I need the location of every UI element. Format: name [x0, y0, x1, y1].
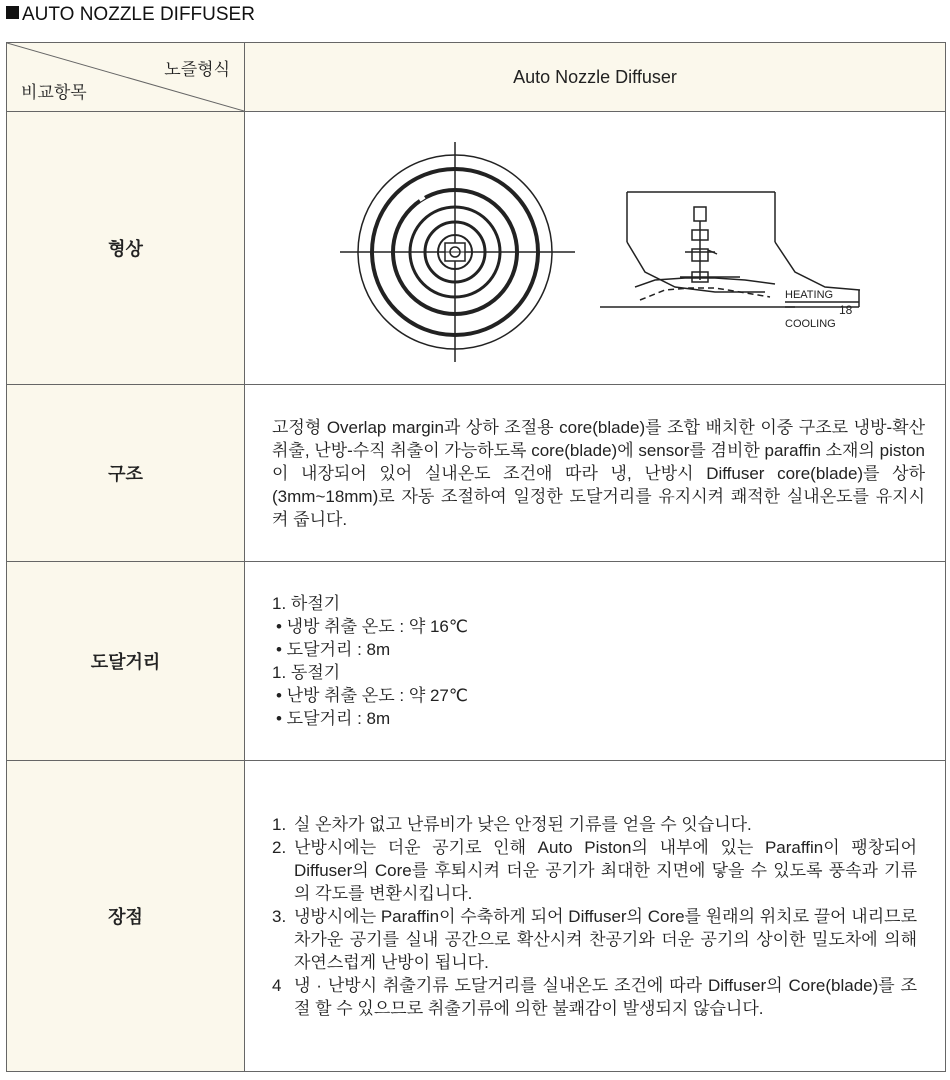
spec-table [6, 42, 946, 1072]
row-label-reach: 도달거리 [7, 562, 245, 761]
header-diagonal-cell [7, 43, 245, 112]
list-item: • 도달거리 : 8m [276, 640, 391, 659]
row-label-structure: 구조 [7, 385, 245, 562]
header-row [7, 43, 946, 112]
list-item: 1. 실 온차가 없고 난류비가 낮은 안정된 기류를 얻을 수 잇습니다. [272, 814, 752, 834]
list-item: • 냉방 취출 온도 : 약 16℃ [276, 617, 468, 636]
list-item: 3. 냉방시에는 Paraffin이 수축하게 되어 Diffuser의 Core를 원래의 위치로 끌어 내리므로 차가운 공기를 실내 공간으로 확산시켜 찬공기와 더운 공기의 상이한 밀도차에 의해 자연스럽게 난방이 됩니다. [272, 906, 917, 972]
list-item: 2. 난방시에는 더운 공기로 인해 Auto Piston의 내부에 있는 Paraffin이 팽창되어 Diffuser의 Core를 후퇴시켜 더운 공기가 최대한 지면에 닿을 수 있도록 풍속과 기류의 각도를 변환시킵니다. [272, 837, 917, 903]
column-title: Auto Nozzle Diffuser [245, 43, 946, 112]
table-row-shape [7, 112, 946, 385]
list-item: 4 냉 · 난방시 취출기류 도달거리를 실내온도 조건에 따라 Diffuser의 Core(blade)를 조절 할 수 있으므로 취출기류에 의한 불쾌감이 발생되지 않습니다. [272, 975, 917, 1018]
list-item: • 난방 취출 온도 : 약 27℃ [276, 686, 468, 705]
reach-list [245, 592, 945, 730]
shape-diagram-cell [245, 112, 946, 385]
advantages-list [245, 813, 945, 1020]
list-item: 1. 동절기 [272, 663, 341, 682]
cooling-label: COOLING [785, 318, 836, 330]
list-item: 1. 하절기 [272, 594, 341, 613]
square-bullet-icon [6, 6, 19, 19]
list-item: • 도달거리 : 8m [276, 709, 391, 728]
row-label-advantages: 장점 [7, 761, 245, 1072]
table-row-advantages [7, 761, 946, 1072]
table-row-structure [7, 385, 946, 562]
structure-text: 고정형 Overlap margin과 상하 조절용 core(blade)를 조합 배치한 이중 구조로 냉방-확산 취출, 난방-수직 취출이 가능하도록 core(blade)에 sensor를 겸비한 paraffin 소재의 piston이 내장되어 있어 실내온도 조건애 따라 냉, 난방시 Diffuser core(blade)를 상하(3mm~18mm)로 자동 조절하여 일정한 도달거리를 유지시켜 쾌적한 실내온도를 유지시켜 줍니다. [272, 417, 925, 529]
row-label-shape: 형상 [7, 112, 245, 385]
page-title: AUTO NOZZLE DIFFUSER [6, 4, 255, 26]
diffuser-top-view [340, 142, 575, 362]
header-nozzle-type: 노즐형식 [164, 60, 230, 79]
structure-cell [245, 385, 946, 562]
heating-label: HEATING [785, 289, 834, 301]
header-comparison-item: 비교항목 [21, 83, 87, 102]
table-row-reach [7, 562, 946, 761]
diffuser-diagram [245, 112, 945, 384]
advantages-cell [245, 761, 946, 1072]
reach-cell [245, 562, 946, 761]
size-label: 18 [839, 303, 853, 317]
